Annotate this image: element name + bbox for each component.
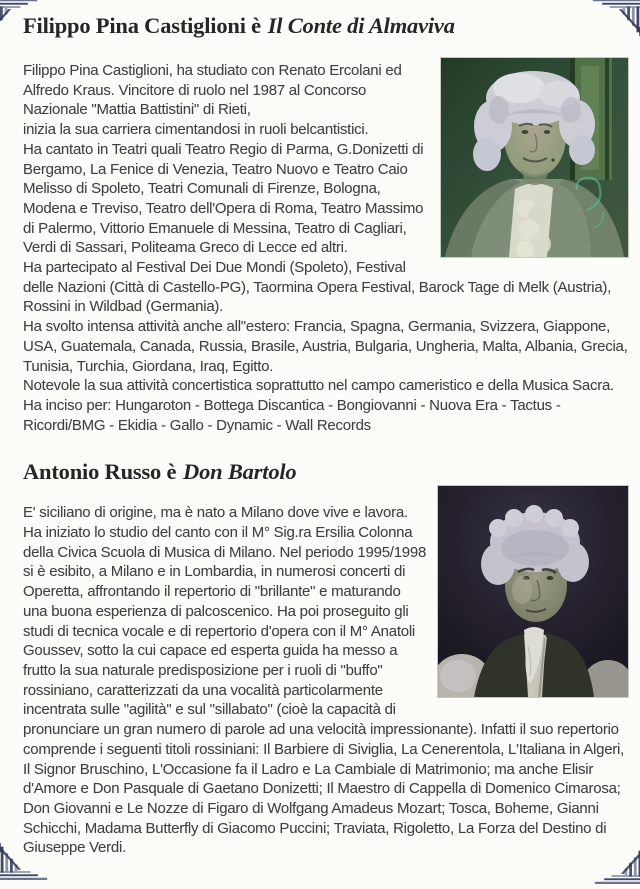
bio-paragraph: Notevole la sua attività concertistica soprattutto nel campo cameristico e della Musica Sacra. xyxy=(23,377,614,395)
section-heading-russo xyxy=(23,459,628,485)
bio-paragraph: Ha svolto intensa attività anche all"estero: Francia, Spagna, Germania, Svizzera, Giappone, USA, Guatemala, Canada, Russia, Brasile, Austria, Bulgaria, Ungheria, Malta, Albania, Grecia, Tunisia, Turchia, Giordana, Iraq, Egitto. xyxy=(23,318,628,375)
portrait-illustration xyxy=(441,58,628,257)
performer-role: Don Bartolo xyxy=(183,459,297,485)
portrait-illustration xyxy=(438,486,628,697)
corner-ornament-icon xyxy=(0,841,49,882)
section-russo xyxy=(23,459,628,858)
performer-name: Filippo Pina Castiglioni è xyxy=(23,13,261,38)
performer-name: Antonio Russo è xyxy=(23,459,177,485)
biography-castiglioni xyxy=(23,61,628,435)
bio-paragraph: Filippo Pina Castiglioni, ha studiato con Renato Ercolani ed Alfredo Kraus. Vincitore di ruolo nel 1987 al Concorso Nazionale "Mattia Battistini" di Rieti, xyxy=(23,62,402,119)
section-castiglioni xyxy=(23,13,628,435)
bio-paragraph: Ha inciso per: Hungaroton - Bottega Discantica - Bongiovanni - Nuova Era - Tactus - Ricordi/BMG - Ekidia - Gallo - Dynamic - Wall Records xyxy=(23,396,561,434)
performer-role: Il Conte di Almaviva xyxy=(267,13,455,38)
bio-paragraph: Ha cantato in Teatri quali Teatro Regio di Parma, G.Donizetti di Bergamo, La Fenice di Venezia, Teatro Nuovo e Teatro Caio Melisso di Spoleto, Teatri Comunali di Firenze, Bologna, Modena e Treviso, Teatro dell'Opera di Roma, Teatro Massimo di Palermo, Vittorio Emanuele di Messina, Teatro di Cagliari, Verdi di Sassari, Politeama Greco di Lecce ed altri. xyxy=(23,140,424,257)
corner-ornament-icon xyxy=(593,845,640,886)
section-heading-castiglioni xyxy=(23,13,628,39)
portrait-photo-castiglioni xyxy=(441,58,628,257)
bio-paragraph: E' siciliano di origine, ma è nato a Milano dove vive e lavora. Ha iniziato lo studio del canto con il M° Sig.ra Ersilia Colonna della Civica Scuola di Musica di Milano. Nel periodo 1995/1998 si è esibito, a Milano e in Lombardia, in numerosi concerti di Operetta, affrontando il repertorio di "brillante" e maturando una buona esperienza di palcoscenico. Ha poi proseguito gli studi di tecnica vocale e di repertorio d'opera con il M° Anatoli Goussev, sotto la cui capace ed esperta guida ha messo a frutto la sua naturale predisposizione per i ruoli di "buffo" rossiniano, caratterizzati da una vocalità particolarmente incentrata sulle "agilità" e sul "sillabato" (cioè la capacità di pronunciare un gran numero di parole ad una velocità impressionante). Infatti il suo repertorio comprende i seguenti titoli rossiniani: Il Barbiere di Siviglia, La Cenerentola, L'Italiana in Algeri, Il Signor Bruschino, L'Occasione fa il Ladro e La Cambiale di Matrimonio; ma anche Elisir d'Amore e Don Pasquale di Gaetano Donizetti; Il Maestro di Cappella di Domenico Cimarosa; Don Giovanni e Le Nozze di Figaro di Wolfgang Amadeus Mozart; Tosca, Boheme, Gianni Schicchi, Madama Butterfly di Giacomo Puccini; Traviata, Rigoletto, La Forza del Destino di Giuseppe Verdi. xyxy=(23,504,625,857)
bio-paragraph: inizia la sua carriera cimentandosi in ruoli belcantistici. xyxy=(23,121,369,139)
biography-russo xyxy=(23,503,628,858)
corner-ornament-icon xyxy=(0,0,39,38)
portrait-photo-russo xyxy=(438,486,628,697)
corner-ornament-icon xyxy=(591,0,640,38)
bio-paragraph: Ha partecipato al Festival Dei Due Mondi (Spoleto), Festival delle Nazioni (Città di Castello-PG), Taormina Opera Festival, Barock Tage di Melk (Austria), Rossini in Wildbad (Germania). xyxy=(23,259,612,316)
